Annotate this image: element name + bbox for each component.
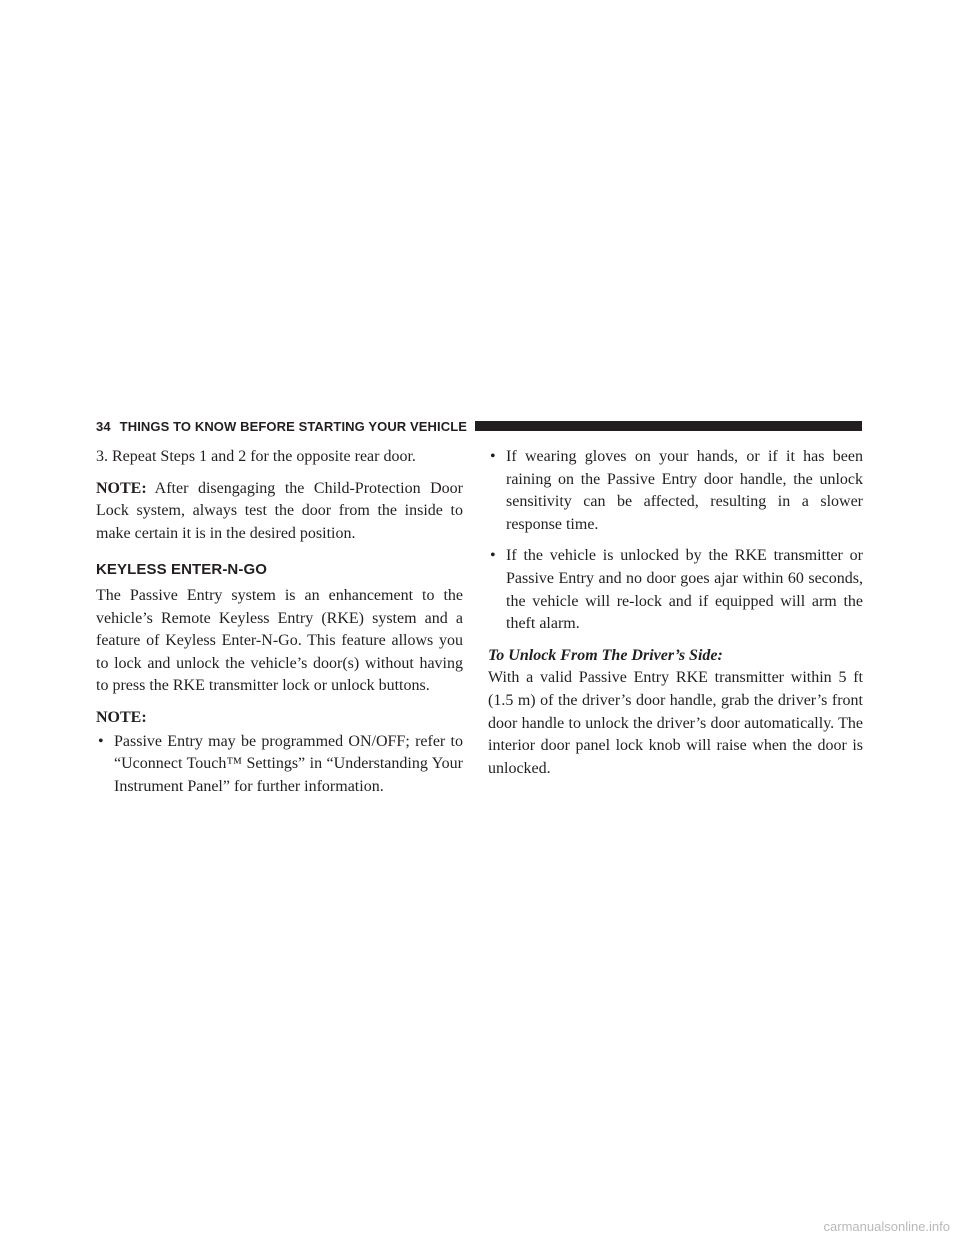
- left-column: [96, 446, 463, 807]
- bullet-text: Passive Entry may be programmed ON/OFF; refer to “Uconnect Touch™ Settings” in “Understanding Your Instrument Panel” for further information.: [114, 732, 463, 795]
- subheading-unlock-driver: To Unlock From The Driver’s Side:: [488, 646, 723, 664]
- header-rule-bar: [475, 421, 862, 431]
- bullet-icon: •: [490, 448, 496, 465]
- note-bullet-list: [96, 731, 463, 799]
- right-column: [488, 446, 863, 789]
- bullet-text: If wearing gloves on your hands, or if it has been raining on the Passive Entry door handle, the unlock sensitivity can be affected, resulting in a slower response time.: [506, 448, 863, 533]
- list-item: [488, 545, 863, 635]
- passive-entry-intro: The Passive Entry system is an enhancement to the vehicle’s Remote Keyless Entry (RKE) system and a feature of Keyless Enter-N-Go. This feature allows you to lock and unlock the vehicle’s door(s) without having to press the RKE transmitter lock or unlock buttons.: [96, 586, 463, 695]
- step-3-text: 3. Repeat Steps 1 and 2 for the opposite rear door.: [96, 448, 416, 465]
- note-text: After disengaging the Child-Protection Door Lock system, always test the door from the inside to make certain it is in the desired position.: [96, 479, 463, 542]
- bullet-icon: •: [490, 547, 496, 565]
- list-item: [488, 446, 863, 536]
- bullet-icon: •: [98, 732, 104, 750]
- bullet-text: If the vehicle is unlocked by the RKE transmitter or Passive Entry and no door goes ajar within 60 seconds, the vehicle will re-lock and if equipped will arm the theft alarm.: [506, 547, 863, 633]
- note-child-protection: [96, 478, 463, 546]
- note-bullet-list-continued: [488, 446, 863, 636]
- running-header-title: THINGS TO KNOW BEFORE STARTING YOUR VEHICLE: [119, 418, 468, 434]
- watermark-text: carmanualsonline.info: [823, 1219, 950, 1234]
- note-label-2: NOTE:: [96, 708, 147, 726]
- page-header: [96, 417, 862, 435]
- page-number: 34: [96, 418, 111, 434]
- note-label: NOTE:: [96, 479, 147, 497]
- list-item: [96, 731, 463, 799]
- section-heading-keyless: KEYLESS ENTER-N-GO: [96, 561, 267, 579]
- unlock-driver-text: With a valid Passive Entry RKE transmitter within 5 ft (1.5 m) of the driver’s door handle, grab the driver’s front door handle to unlock the driver’s door automatically. The interior door panel lock knob will raise when the door is unlocked.: [488, 669, 863, 777]
